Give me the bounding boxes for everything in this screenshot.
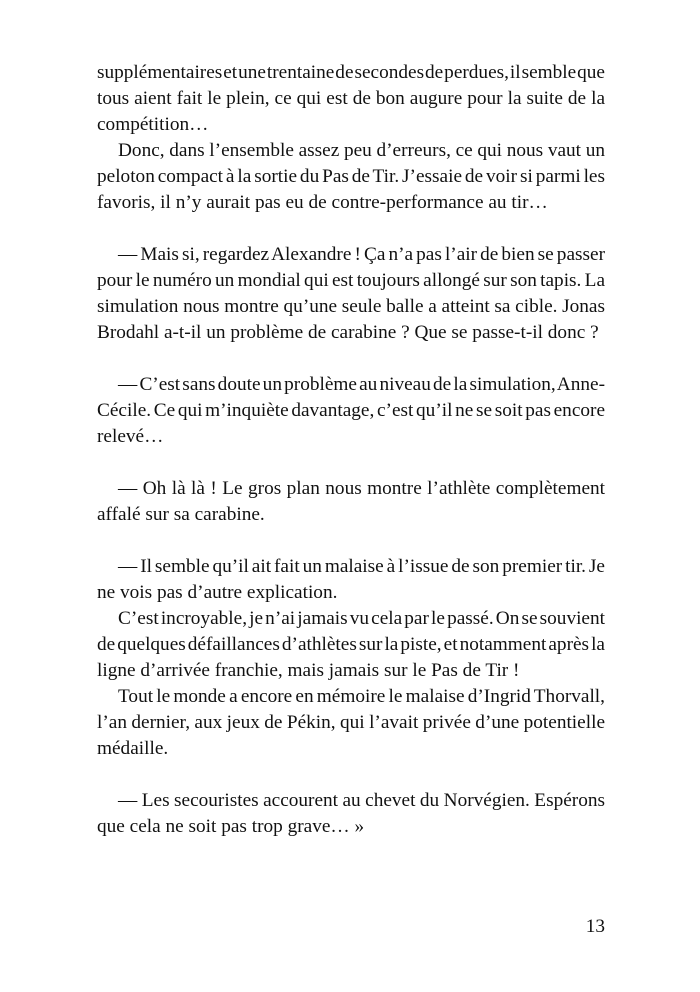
text-line: médaille. xyxy=(97,738,169,759)
text-line-row xyxy=(97,86,605,112)
text-line: — Les secouristes accourent au chevet du Norvégien. Espérons xyxy=(118,790,605,811)
text-line-row xyxy=(97,606,605,632)
text-line: Donc, dans l’ensemble assez peu d’erreurs, ce qui nous vaut un xyxy=(118,140,605,161)
text-line: de quelques défaillances d’athlètes sur la piste, et notamment après la xyxy=(97,634,605,655)
text-line-row xyxy=(97,242,605,268)
text-line-row xyxy=(97,112,605,138)
text-line-row xyxy=(97,424,605,450)
text-line-row xyxy=(97,372,605,398)
text-line-row xyxy=(97,60,605,86)
text-line-row xyxy=(97,684,605,710)
text-line: — Mais si, regardez Alexandre ! Ça n’a pas l’air de bien se passer xyxy=(118,244,605,265)
text-line-row xyxy=(97,554,605,580)
text-line: peloton compact à la sortie du Pas de Tir. J’essaie de voir si parmi les xyxy=(97,166,605,187)
text-line-row xyxy=(97,632,605,658)
text-line-row xyxy=(97,164,605,190)
text-line: Tout le monde a encore en mémoire le malaise d’Ingrid Thorvall, xyxy=(118,686,605,707)
text-line: que cela ne soit pas trop grave… » xyxy=(97,816,365,837)
text-line-row xyxy=(97,710,605,736)
paragraph xyxy=(97,606,605,684)
text-line: supplémentaires et une trentaine de secondes de perdues, il semble que xyxy=(97,62,605,83)
text-line-row xyxy=(97,294,605,320)
text-line: — C’est sans doute un problème au niveau de la simulation, Anne- xyxy=(118,374,605,395)
text-line: favoris, il n’y aurait pas eu de contre-performance au tir… xyxy=(97,192,548,213)
paragraph xyxy=(97,788,605,840)
text-line: C’est incroyable, je n’ai jamais vu cela par le passé. On se souvient xyxy=(118,608,605,629)
text-line-row xyxy=(97,502,605,528)
text-line: pour le numéro un mondial qui est toujours allongé sur son tapis. La xyxy=(97,270,605,291)
text-line: affalé sur sa carabine. xyxy=(97,504,265,525)
page-number: 13 xyxy=(585,916,605,937)
paragraph xyxy=(97,684,605,762)
text-line-row xyxy=(97,658,605,684)
text-line-row xyxy=(97,268,605,294)
text-line: Brodahl a-t-il un problème de carabine ? Que se passe-t-il donc ? xyxy=(97,322,599,343)
text-line-row xyxy=(97,138,605,164)
text-line-row xyxy=(97,788,605,814)
text-line: compétition… xyxy=(97,114,209,135)
text-line-row xyxy=(97,398,605,424)
text-line: simulation nous montre qu’une seule balle a atteint sa cible. Jonas xyxy=(97,296,605,317)
text-line-row xyxy=(97,476,605,502)
text-line-row xyxy=(97,814,605,840)
text-line: — Oh là là ! Le gros plan nous montre l’athlète complètement xyxy=(118,478,605,499)
text-line: l’an dernier, aux jeux de Pékin, qui l’avait privée d’une potentielle xyxy=(97,712,605,733)
paragraph xyxy=(97,372,605,450)
text-line: tous aient fait le plein, ce qui est de bon augure pour la suite de la xyxy=(97,88,605,109)
paragraph xyxy=(97,554,605,606)
text-line-row xyxy=(97,190,605,216)
text-line-row xyxy=(97,580,605,606)
text-line: ne vois pas d’autre explication. xyxy=(97,582,338,603)
text-line: relevé… xyxy=(97,426,164,447)
paragraph xyxy=(97,60,605,138)
text-line: Cécile. Ce qui m’inquiète davantage, c’est qu’il ne se soit pas encore xyxy=(97,400,605,421)
paragraph xyxy=(97,242,605,346)
text-line: ligne d’arrivée franchie, mais jamais sur le Pas de Tir ! xyxy=(97,660,520,681)
text-line: — Il semble qu’il ait fait un malaise à l’issue de son premier tir. Je xyxy=(118,556,605,577)
text-line-row xyxy=(97,736,605,762)
text-line-row xyxy=(97,320,605,346)
paragraph xyxy=(97,476,605,528)
paragraph xyxy=(97,138,605,216)
page-body xyxy=(97,60,605,840)
